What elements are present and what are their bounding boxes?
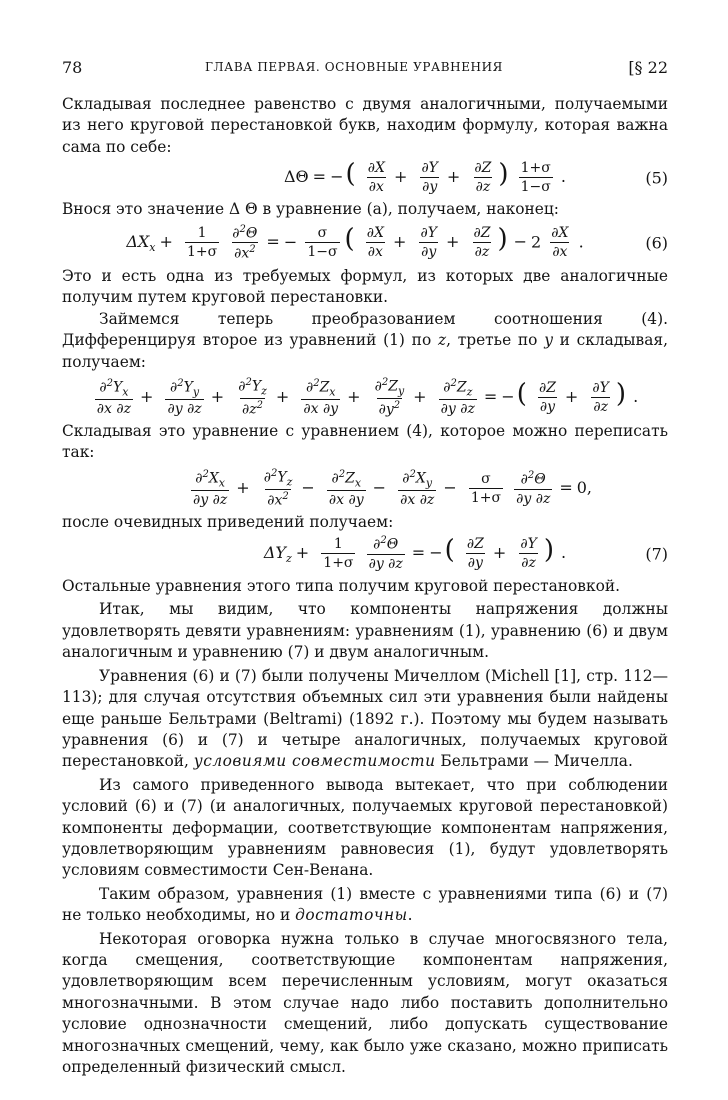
paragraph-3: Это и есть одна из требуемых формул, из которых две аналогичные получим путем круговой перестановки. <box>62 266 668 307</box>
paragraph-7: Остальные уравнения этого типа получим круговой перестановкой. <box>62 577 620 596</box>
equation-6-number: (6) <box>645 233 668 253</box>
equation-7: $\Delta Y_z$ + $\frac{1}{1+\sigma}$ $\frac{\partial^2\Theta}{\partial y \partial z}$ = −( $\frac{\partial Z}{\partial y}$ + $\frac{\partial Y}{\partial z}$ ) . (7) <box>263 535 668 573</box>
equation-unnumbered-2: $\frac{\partial^2X_x}{\partial y \partial z}$ + $\frac{\partial^2Y_z}{\partial x^2}$ − $\frac{\partial^2Z_x}{\partial x \partial y}$ − $\frac{\partial^2X_y}{\partial x \partial z}$ − $\frac{\sigma}{1+\sigma}$ $\frac{\partial^2\Theta}{\partial y \partial z}$ = 0, <box>192 467 592 509</box>
paragraph-6: после очевидных приведений получаем: <box>62 513 394 531</box>
variable-y: y <box>544 331 553 350</box>
equation-7-number: (7) <box>645 544 668 564</box>
sufficient-term: достаточны <box>295 906 408 925</box>
running-title: ГЛАВА ПЕРВАЯ. ОСНОВНЫЕ УРАВНЕНИЯ <box>205 60 503 74</box>
compatibility-conditions-term: условиями совместимости <box>193 752 436 771</box>
section-marker: [§ 22 <box>628 58 668 77</box>
paragraph-9-text-b: Бельтрами — Мичелла. <box>435 752 633 771</box>
paragraph-11-text-b: . <box>407 906 413 925</box>
paragraph-11-text-a: Таким образом, уравнения (1) вместе с уравнениями типа (6) и (7) не только необходимы, но и <box>62 884 668 925</box>
paragraph-10: Из самого приведенного вывода вытекает, что при соблюдении условий (6) и (7) (и аналогичных, получаемых круговой перестановкой) компоненты деформации, соответствующие компонентам напряжения, удовлетворяющим уравнениям равновесия (1), будут удовлетворять условиям совместимости Сен-Венана. <box>62 775 668 880</box>
equation-6: $\Delta X_x$ + $\frac{1}{1+\sigma}$ $\frac{\partial^2\Theta}{\partial x^2}$ = − $\frac{\sigma}{1-\sigma}$ ( $\frac{\partial X}{\partial x}$ + $\frac{\partial Y}{\partial y}$ + $\frac{\partial Z}{\partial z}$ ) − 2 $\frac{\partial X}{\partial x}$ . (6) <box>126 223 668 262</box>
paragraph-5: Складывая это уравнение с уравнением (4), которое можно переписать так: <box>62 422 668 462</box>
variable-z: z <box>437 331 447 350</box>
paragraph-4-text-a: Займемся теперь преобразованием соотношения (4). Дифференцируя второе из уравнений (1) по <box>62 309 668 350</box>
equation-unnumbered-1: $\frac{\partial^2Y_x}{\partial x \partial z}$ + $\frac{\partial^2Y_y}{\partial y \partial z}$ + $\frac{\partial^2Y_z}{\partial z^2}$ + $\frac{\partial^2Z_x}{\partial x \partial y}$ + $\frac{\partial^2Z_y}{\partial y^2}$ + $\frac{\partial^2Z_z}{\partial y \partial z}$ = −( $\frac{\partial Z}{\partial y}$ + $\frac{\partial Y}{\partial z}$ ) . <box>96 376 639 419</box>
paragraph-12: Некоторая оговорка нужна только в случае многосвязного тела, когда смещения, соответствующие компонентам напряжения, удовлетворяющим всем перечисленным условиям, могут оказаться многозначными. В этом случае надо либо поставить дополнительно условие однозначности смещений, либо допускать существование многозначных смещений, чему, как было уже сказано, можно приписать определенный физический смысл. <box>62 929 668 1076</box>
paragraph-4-text-b: , третье по <box>446 331 545 350</box>
paragraph-1: Складывая последнее равенство с двумя аналогичными, получаемыми из него круговой перестановкой букв, находим формулу, которая важна сама по себе: <box>62 95 668 156</box>
paragraph-9-text-a: Уравнения (6) и (7) были получены Мичеллом (Michell [1], стр. 112—113); для случая отсутствия объемных сил эти уравнения были найдены еще раньше Бельтрами (Beltrami) (1892 г.). Поэтому мы будем называть уравнения (6) и (7) и четыре аналогичных, получаемых круговой перестановкой, <box>62 666 668 771</box>
paragraph-11 <box>62 884 668 927</box>
paragraph-2: Внося это значение Δ Θ в уравнение (а), получаем, наконец: <box>62 200 559 219</box>
paragraph-9 <box>62 666 668 773</box>
paragraph-4-text-c: и складывая, получаем: <box>62 331 668 371</box>
page-number: 78 <box>62 58 83 77</box>
page <box>62 58 668 1078</box>
paragraph-4 <box>62 309 668 373</box>
paragraph-8: Итак, мы видим, что компоненты напряжения должны удовлетворять девяти уравнениям: уравнениям (1), уравнению (6) и двум аналогичным и уравнению (7) и двум аналогичным. <box>62 600 668 662</box>
running-header <box>62 58 668 82</box>
equation-5: ΔΘ = −( $\frac{\partial X}{\partial x}$ + $\frac{\partial Y}{\partial y}$ + $\frac{\partial Z}{\partial z}$ ) $\frac{1+\sigma}{1-\sigma}$ . (5) <box>283 159 668 196</box>
equation-5-number: (5) <box>645 168 668 188</box>
